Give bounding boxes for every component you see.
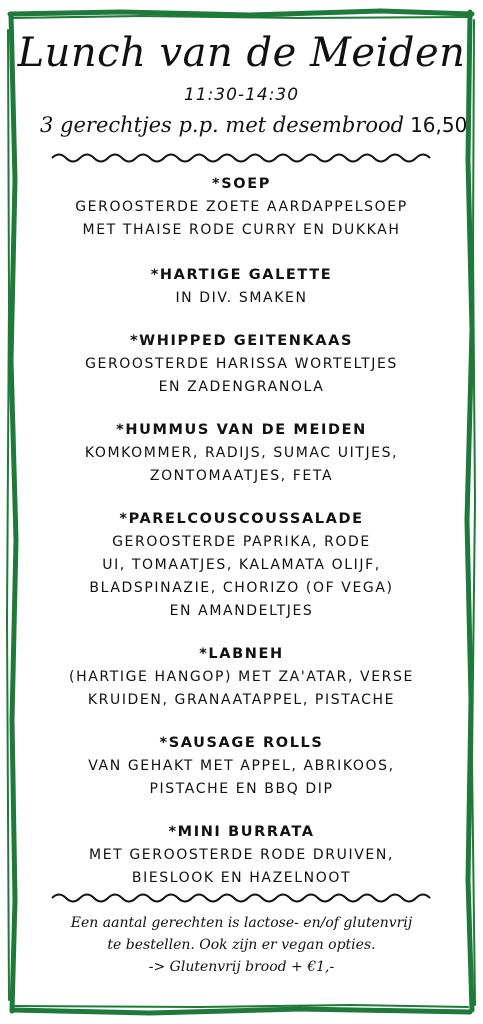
dish-list bbox=[30, 172, 453, 890]
dish-description-line: BLADSPINAZIE, CHORIZO (OF VEGA) bbox=[89, 580, 394, 596]
wave-divider-bottom bbox=[50, 890, 433, 906]
dish-labneh bbox=[30, 642, 453, 712]
wave-divider-top bbox=[50, 150, 433, 166]
dish-sausage-rolls bbox=[30, 731, 453, 801]
allergy-note-line: Een aantal gerechten is lactose- en/of glutenvrij bbox=[70, 915, 413, 931]
dish-parelcouscoussalade bbox=[30, 507, 453, 623]
dish-name: *PARELCOUSCOUSSALADE bbox=[119, 511, 364, 527]
dish-description-line: EN ZADENGRANOLA bbox=[158, 379, 325, 395]
dish-name: *SOEP bbox=[212, 176, 271, 192]
menu-title: Lunch van de Meiden bbox=[17, 30, 466, 76]
dish-description-line: IN DIV. SMAKEN bbox=[175, 290, 308, 306]
dish-description-line: UI, TOMAATJES, KALAMATA OLIJF, bbox=[102, 557, 381, 573]
dish-hartige-galette bbox=[30, 263, 453, 310]
dish-description-line: GEROOSTERDE ZOETE AARDAPPELSOEP bbox=[75, 199, 408, 215]
allergy-note bbox=[0, 912, 483, 978]
deal-line bbox=[40, 113, 467, 137]
opening-hours: 11:30-14:30 bbox=[183, 85, 300, 105]
dish-description-line: KRUIDEN, GRANAATAPPEL, PISTACHE bbox=[87, 692, 396, 708]
dish-name: *HARTIGE GALETTE bbox=[150, 267, 333, 283]
dish-name: *HUMMUS VAN DE MEIDEN bbox=[116, 422, 367, 438]
dish-description-line: MET THAISE RODE CURRY EN DUKKAH bbox=[82, 222, 401, 238]
dish-name: *SAUSAGE ROLLS bbox=[159, 735, 324, 751]
allergy-note-line: te bestellen. Ook zijn er vegan opties. bbox=[107, 937, 376, 953]
dish-description-line: KOMKOMMER, RADIJS, SUMAC UITJES, bbox=[84, 445, 399, 461]
deal-text: 3 gerechtjes p.p. met desembrood bbox=[40, 113, 405, 137]
dish-description-line: (HARTIGE HANGOP) MET ZA'ATAR, VERSE bbox=[69, 669, 414, 685]
dish-name: *LABNEH bbox=[199, 646, 284, 662]
gluten-free-bread-note: -> Glutenvrij brood + €1,- bbox=[148, 959, 335, 975]
dish-description-line: EN AMANDELTJES bbox=[169, 603, 314, 619]
dish-description-line: ZONTOMAATJES, FETA bbox=[149, 468, 334, 484]
dish-description-line: BIESLOOK EN HAZELNOOT bbox=[131, 870, 352, 886]
dish-mini-burrata bbox=[30, 820, 453, 890]
dish-description-line: VAN GEHAKT MET APPEL, ABRIKOOS, bbox=[88, 758, 395, 774]
deal-price: 16,50 bbox=[410, 113, 468, 137]
dish-description-line: MET GEROOSTERDE RODE DRUIVEN, bbox=[89, 847, 394, 863]
dish-whipped-geitenkaas bbox=[30, 329, 453, 399]
dish-name: *WHIPPED GEITENKAAS bbox=[129, 333, 353, 349]
dish-description-line: GEROOSTERDE HARISSA WORTELTJES bbox=[85, 356, 398, 372]
dish-description-line: GEROOSTERDE PAPRIKA, RODE bbox=[112, 534, 371, 550]
dish-name: *MINI BURRATA bbox=[168, 824, 315, 840]
dish-description-line: PISTACHE EN BBQ DIP bbox=[149, 781, 334, 797]
dish-soep bbox=[30, 172, 453, 242]
dish-hummus bbox=[30, 418, 453, 488]
